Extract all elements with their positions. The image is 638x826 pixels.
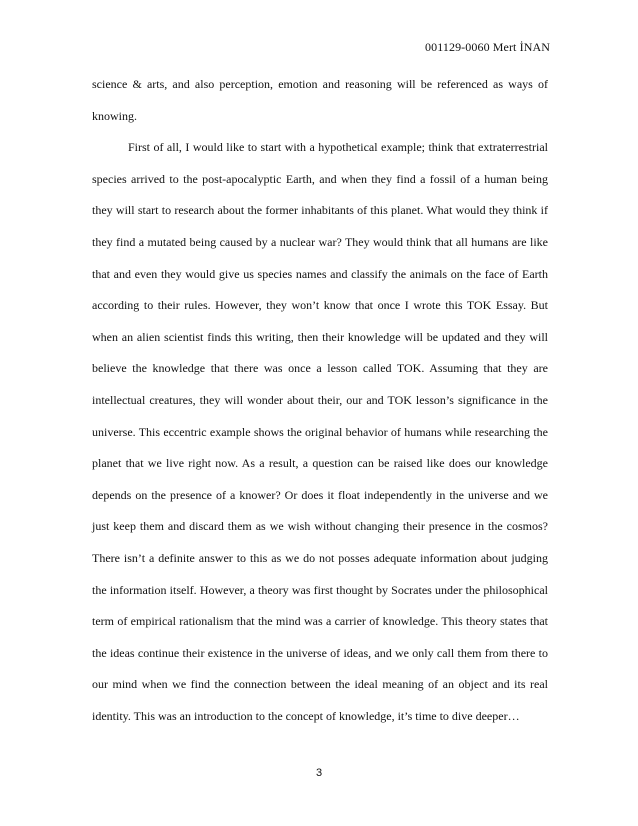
page-header: 001129-0060 Mert İNAN xyxy=(425,40,550,54)
paragraph-hypothetical-example: First of all, I would like to start with a hypothetical example; think that extraterrestrial species arrived to the post-apocalyptic Earth, and when they find a fossil of a human being they will start to research about the former inhabitants of this planet. What would they think if they find a mutated being caused by a nuclear war? They would think that all humans are like that and even they would give us species names and classify the animals on the face of Earth according to their rules. However, they won’t know that once I wrote this TOK Essay. But when an alien scientist finds this writing, then their knowledge will be updated and they will believe the knowledge that there was once a lesson called TOK. Assuming that they are intellectual creatures, they will wonder about their, our and TOK lesson’s significance in the universe. This eccentric example shows the original behavior of humans while researching the planet that we live right now. As a result, a question can be raised like does our knowledge depends on the presence of a knower? Or does it float independently in the universe and we just keep them and discard them as we wish without changing their presence in the cosmos? There isn’t a definite answer to this as we do not posses adequate information about judging the information itself. However, a theory was first thought by Socrates under the philosophical term of empirical rationalism that the mind was a carrier of knowledge. This theory states that the ideas continue their existence in the universe of ideas, and we only call them from there to our mind when we find the connection between the ideal meaning of an object and its real identity. This was an introduction to the concept of knowledge, it’s time to dive deeper… xyxy=(92,140,548,723)
paragraph-continuation: science & arts, and also perception, emotion and reasoning will be referenced as ways of knowing. xyxy=(92,77,548,123)
essay-body xyxy=(92,69,548,732)
page-number: 3 xyxy=(315,767,323,779)
